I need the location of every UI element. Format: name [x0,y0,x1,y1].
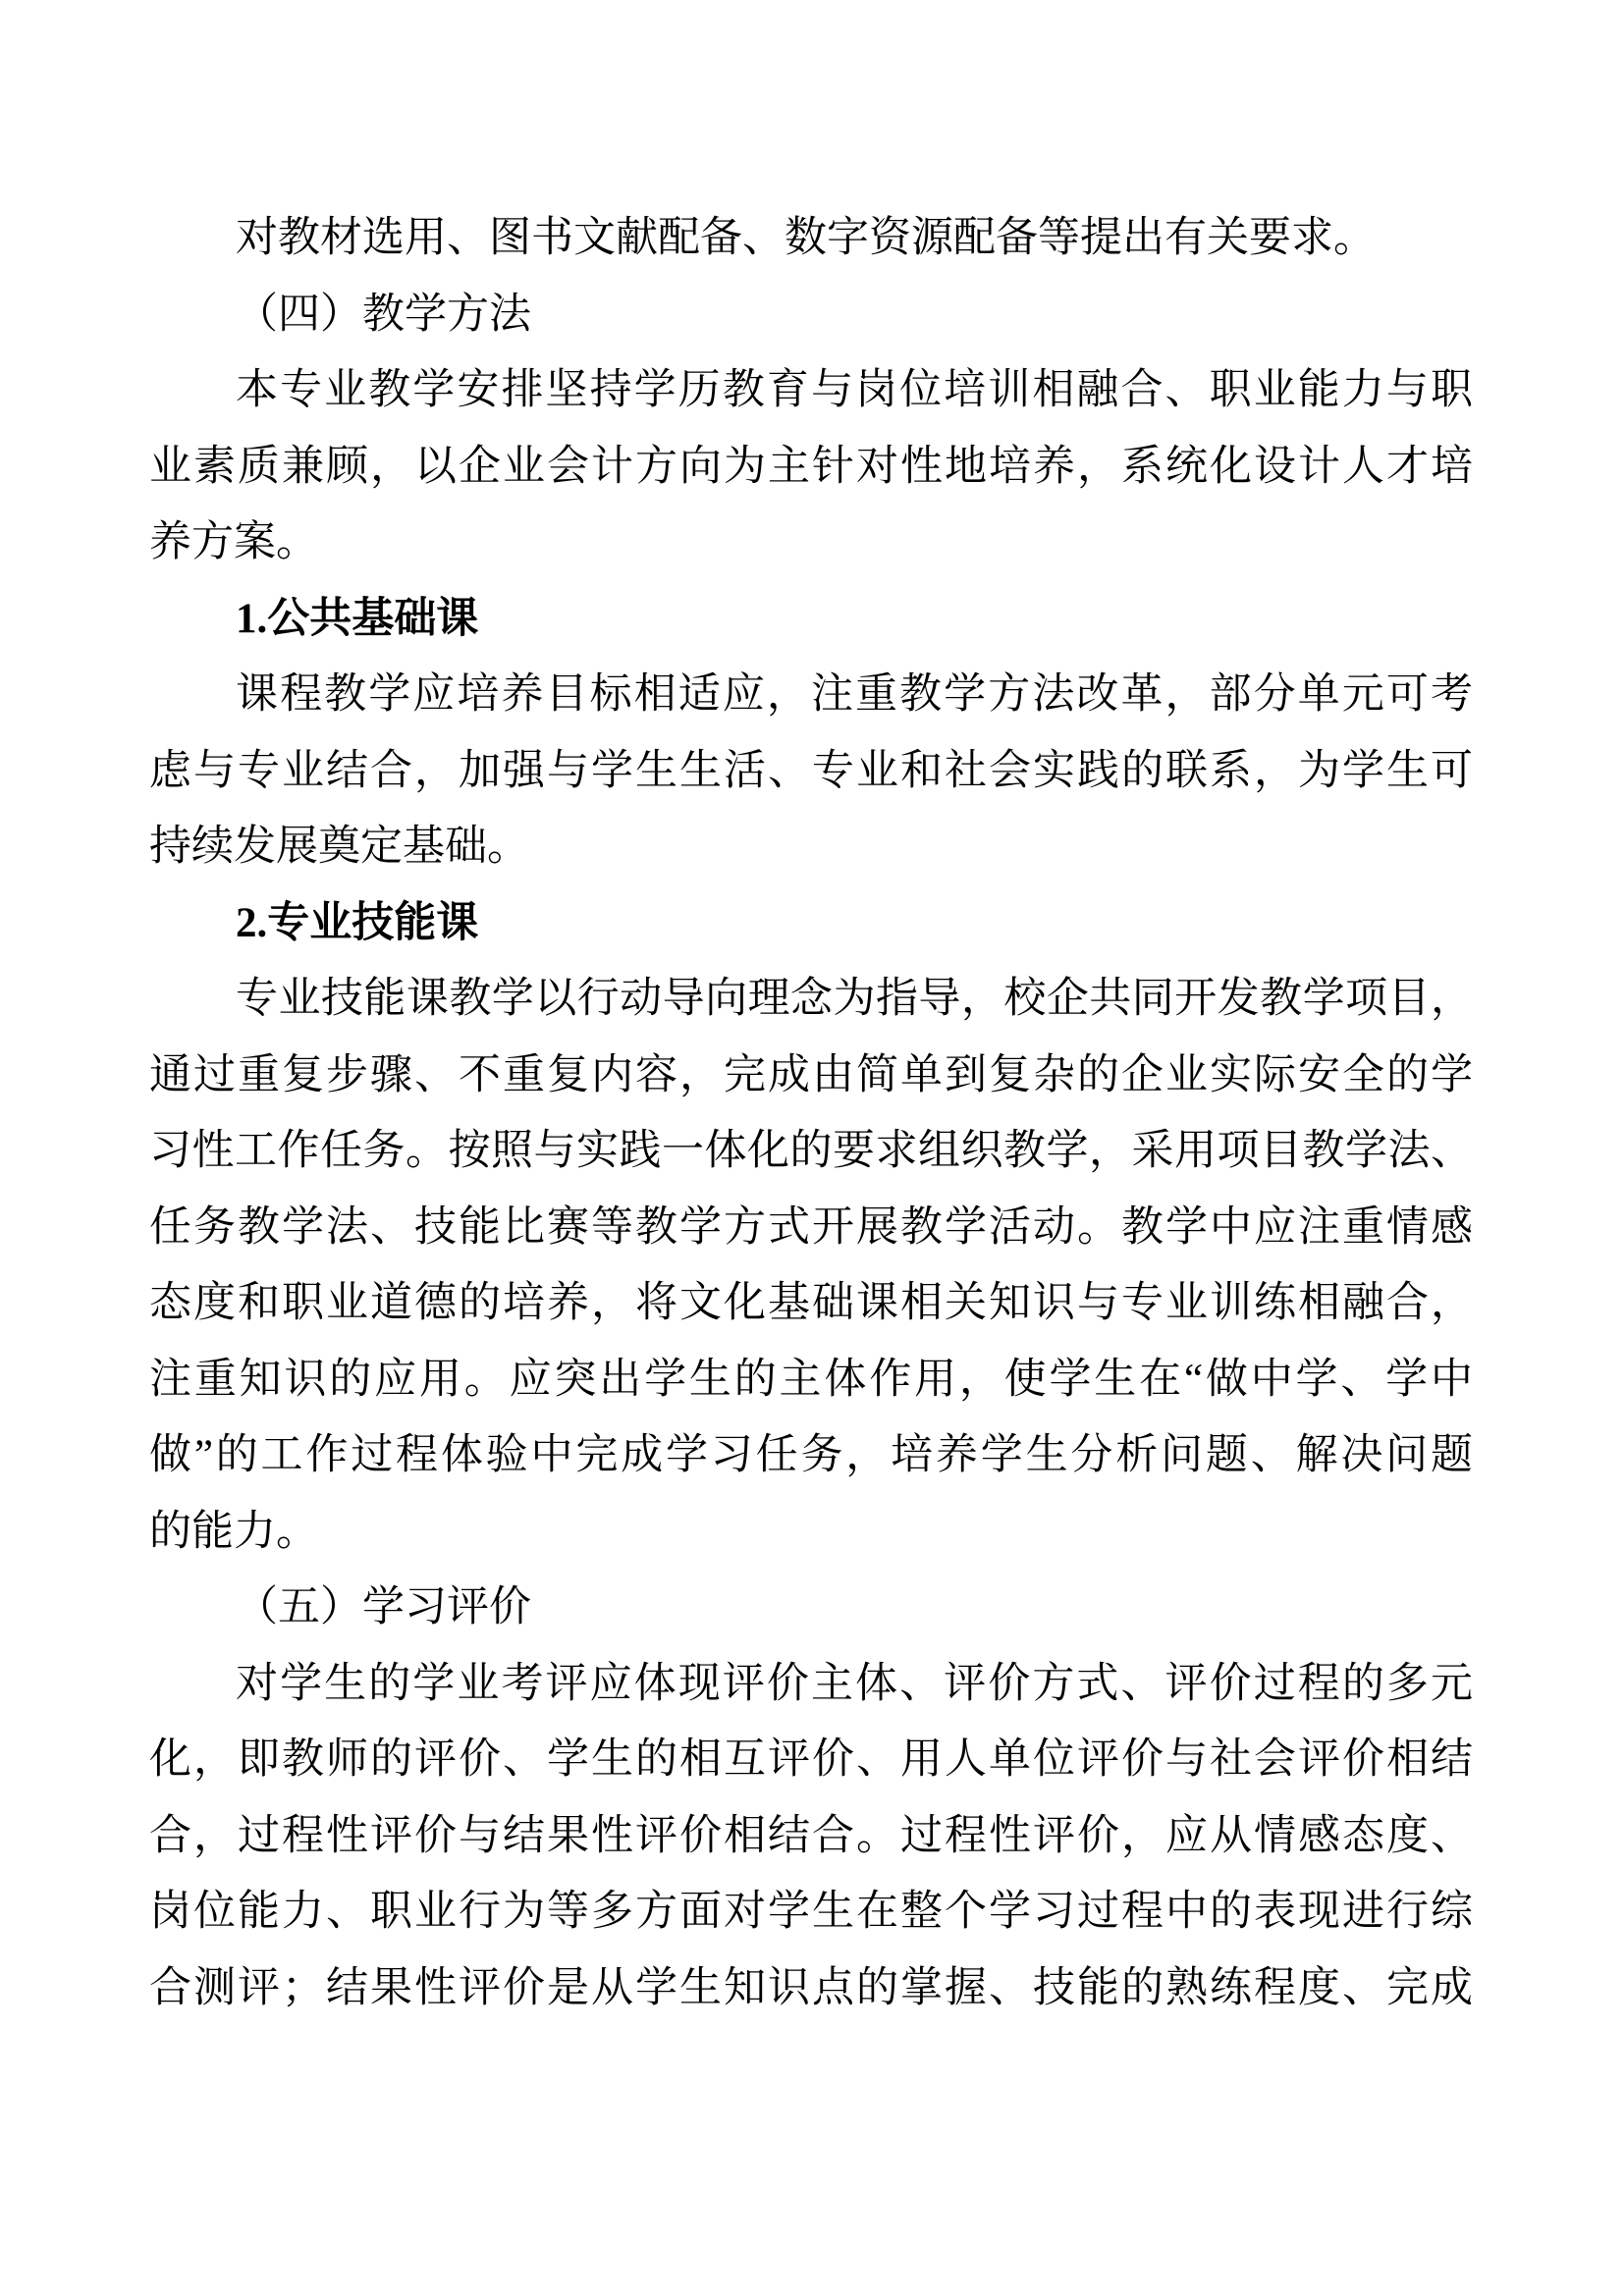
text-line: 2.专业技能课 [236,899,479,946]
text-line: 化，即教师的评价、学生的相互评价、用人单位评价与社会评价相结 [149,1736,1473,1783]
text-line: 的能力。 [149,1508,318,1555]
paragraph [149,352,1473,581]
text-line: 业素质兼顾，以企业会计方向为主针对性地培养，系统化设计人才培 [149,443,1473,490]
text-line: 习性工作任务。按照与实践一体化的要求组织教学，采用项目教学法、 [149,1128,1473,1174]
paragraph [149,961,1473,1570]
text-line: 专业技能课教学以行动导向理念为指导，校企共同开发教学项目， [236,976,1473,1022]
heading [149,277,1473,353]
text-line: （五）学习评价 [236,1584,531,1630]
text-line: （四）教学方法 [236,291,531,338]
text-line: 课程教学应培养目标相适应，注重教学方法改革，部分单元可考 [236,671,1473,718]
text-line: 通过重复步骤、不重复内容，完成由简单到复杂的企业实际安全的学 [149,1051,1473,1098]
text-line: 本专业教学安排坚持学历教育与岗位培训相融合、职业能力与职 [236,367,1473,413]
text-line: 对教材选用、图书文献配备、数字资源配备等提出有关要求。 [236,215,1376,261]
text-line: 岗位能力、职业行为等多方面对学生在整个学习过程中的表现进行综 [149,1889,1473,1935]
text-line: 持续发展奠定基础。 [149,824,529,870]
heading [149,885,1473,962]
text-line: 养方案。 [149,519,318,565]
text-line: 1.公共基础课 [236,595,479,642]
text-line: 做”的工作过程体验中完成学习任务，培养学生分析问题、解决问题 [149,1432,1473,1478]
text-line: 合测评；结果性评价是从学生知识点的掌握、技能的熟练程度、完成 [149,1964,1473,2011]
text-line: 任务教学法、技能比赛等教学方式开展教学活动。教学中应注重情感 [149,1203,1473,1251]
heading [149,581,1473,658]
text-line: 对学生的学业考评应体现评价主体、评价方式、评价过程的多元 [236,1660,1473,1707]
paragraph [149,1646,1473,2027]
paragraph [149,657,1473,885]
text-line: 合，过程性评价与结果性评价相结合。过程性评价，应从情感态度、 [149,1812,1473,1859]
text-line: 注重知识的应用。应突出学生的主体作用，使学生在“做中学、学中 [149,1356,1473,1403]
paragraph [149,200,1473,277]
text-line: 态度和职业道德的培养，将文化基础课相关知识与专业训练相融合， [149,1280,1473,1326]
document-content [149,200,1473,2026]
text-line: 虑与专业结合，加强与学生生活、专业和社会实践的联系，为学生可 [149,747,1473,794]
heading [149,1570,1473,1646]
